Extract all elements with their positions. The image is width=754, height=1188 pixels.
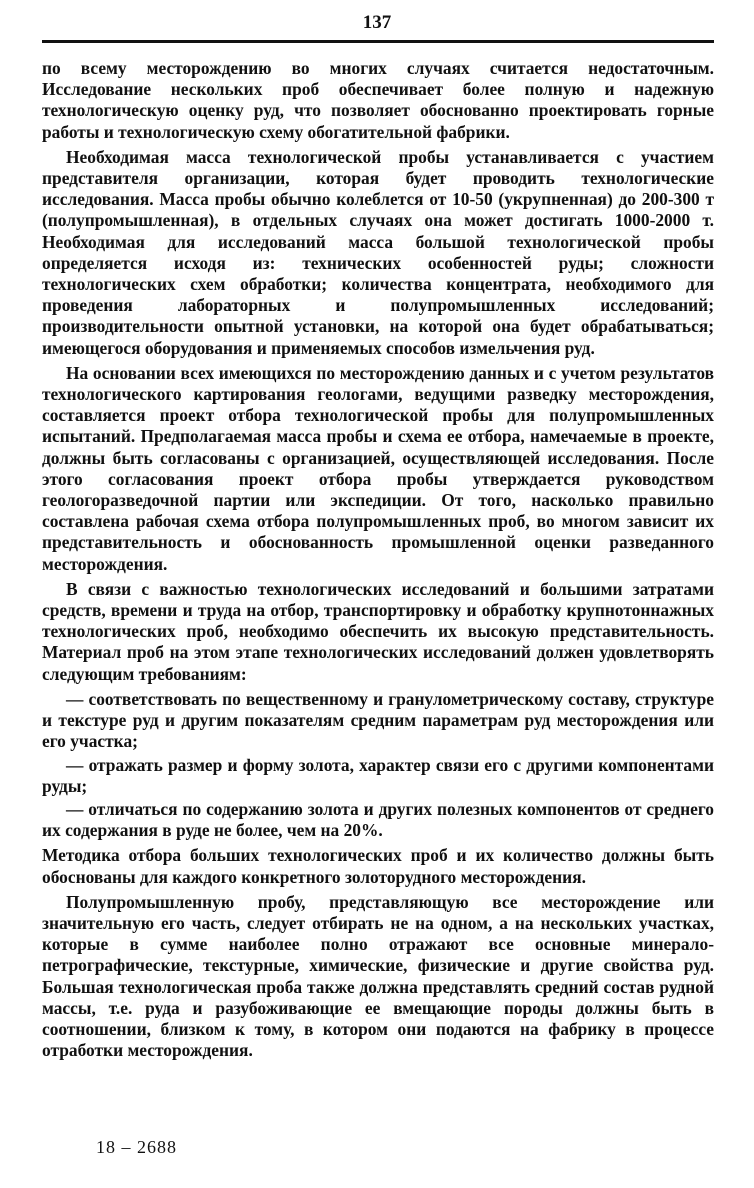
page-number: 137 bbox=[362, 12, 392, 33]
printer-signature: 18 – 2688 bbox=[96, 1137, 177, 1157]
paragraph-requirements-intro: В связи с важностью технологических исследований и большими затратами средств, времени и труда на отбор, транспортировку и обработку крупнотоннажных технологических проб, необходимо обеспечить их высокую представительность. Материал проб на этом этапе технологических исследований должен удовлетворять следующим требованиям: bbox=[42, 578, 714, 684]
paragraph-continuation: по всему месторождению во многих случаях считается недостаточным. Исследование нескольких проб обеспечивает более полную и надежную технологическую оценку руд, что позволяет обоснованно проектировать горные работы и технологическую схему обогатительной фабрики. bbox=[42, 58, 714, 142]
header-rule bbox=[42, 40, 714, 43]
requirement-item-composition: — соответствовать по вещественному и гранулометрическому составу, структуре и текстуре руд и другим показателям средним параметрам руд месторождения или его участка; bbox=[42, 688, 714, 752]
requirement-item-content-deviation: — отличаться по содержанию золота и других полезных компонентов от среднего их содержания в руде не более, чем на 20%. bbox=[42, 798, 714, 841]
requirement-item-gold-form: — отражать размер и форму золота, характер связи его с другими компонентами руды; bbox=[42, 754, 714, 796]
paragraph-sampling-project: На основании всех имеющихся по месторождению данных и с учетом результатов технологического картирования геологами, ведущими разведку месторождения, составляется проект отбора технологической пробы для полупромышленных испытаний. Предполагаемая масса пробы и схема ее отбора, намечаемые в проекте, должны быть согласованы с организацией, осуществляющей исследования. После этого согласования проект отбора пробы утверждается руководством геологоразведочной партии или экспедиции. От того, насколько правильно составлена рабочая схема отбора полупромышленных проб, во многом зависит их представительность и обоснованность промышленной оценки разведанного месторождения. bbox=[42, 362, 714, 574]
body-text bbox=[42, 58, 714, 1065]
paragraph-sample-mass: Необходимая масса технологической пробы устанавливается с участием представителя организации, которая будет проводить технологические исследования. Масса пробы обычно колеблется от 10-50 (укрупненная) до 200-300 т (полупромышленная), в отдельных случаях она может достигать 1000-2000 т. Необходимая для исследований масса большой технологической пробы определяется исходя из: технических особенностей руды; сложности технологических схем обработки; количества концентрата, необходимого для проведения лабораторных и полупромышленных исследований; производительности опытной установки, на которой она будет обрабатываться; имеющегося оборудования и применяемых способов измельчения руд. bbox=[42, 146, 714, 358]
paragraph-pilot-sample: Полупромышленную пробу, представляющую все месторождение или значительную его часть, следует отбирать не на одном, а на нескольких участках, которые в сумме наиболее полно отражают все основные минерало-петрографические, текстурные, химические, физические и другие свойства руд. Большая технологическая проба также должна представлять средний состав рудной массы, т.е. руда и разубоживающие ее вмещающие породы должны быть в соотношении, близком к тому, в котором они подаются на фабрику в процессе отработки месторождения. bbox=[42, 891, 714, 1061]
paragraph-methodology: Методика отбора больших технологических проб и их количество должны быть обоснованы для каждого конкретного золоторудного месторождения. bbox=[42, 845, 714, 887]
